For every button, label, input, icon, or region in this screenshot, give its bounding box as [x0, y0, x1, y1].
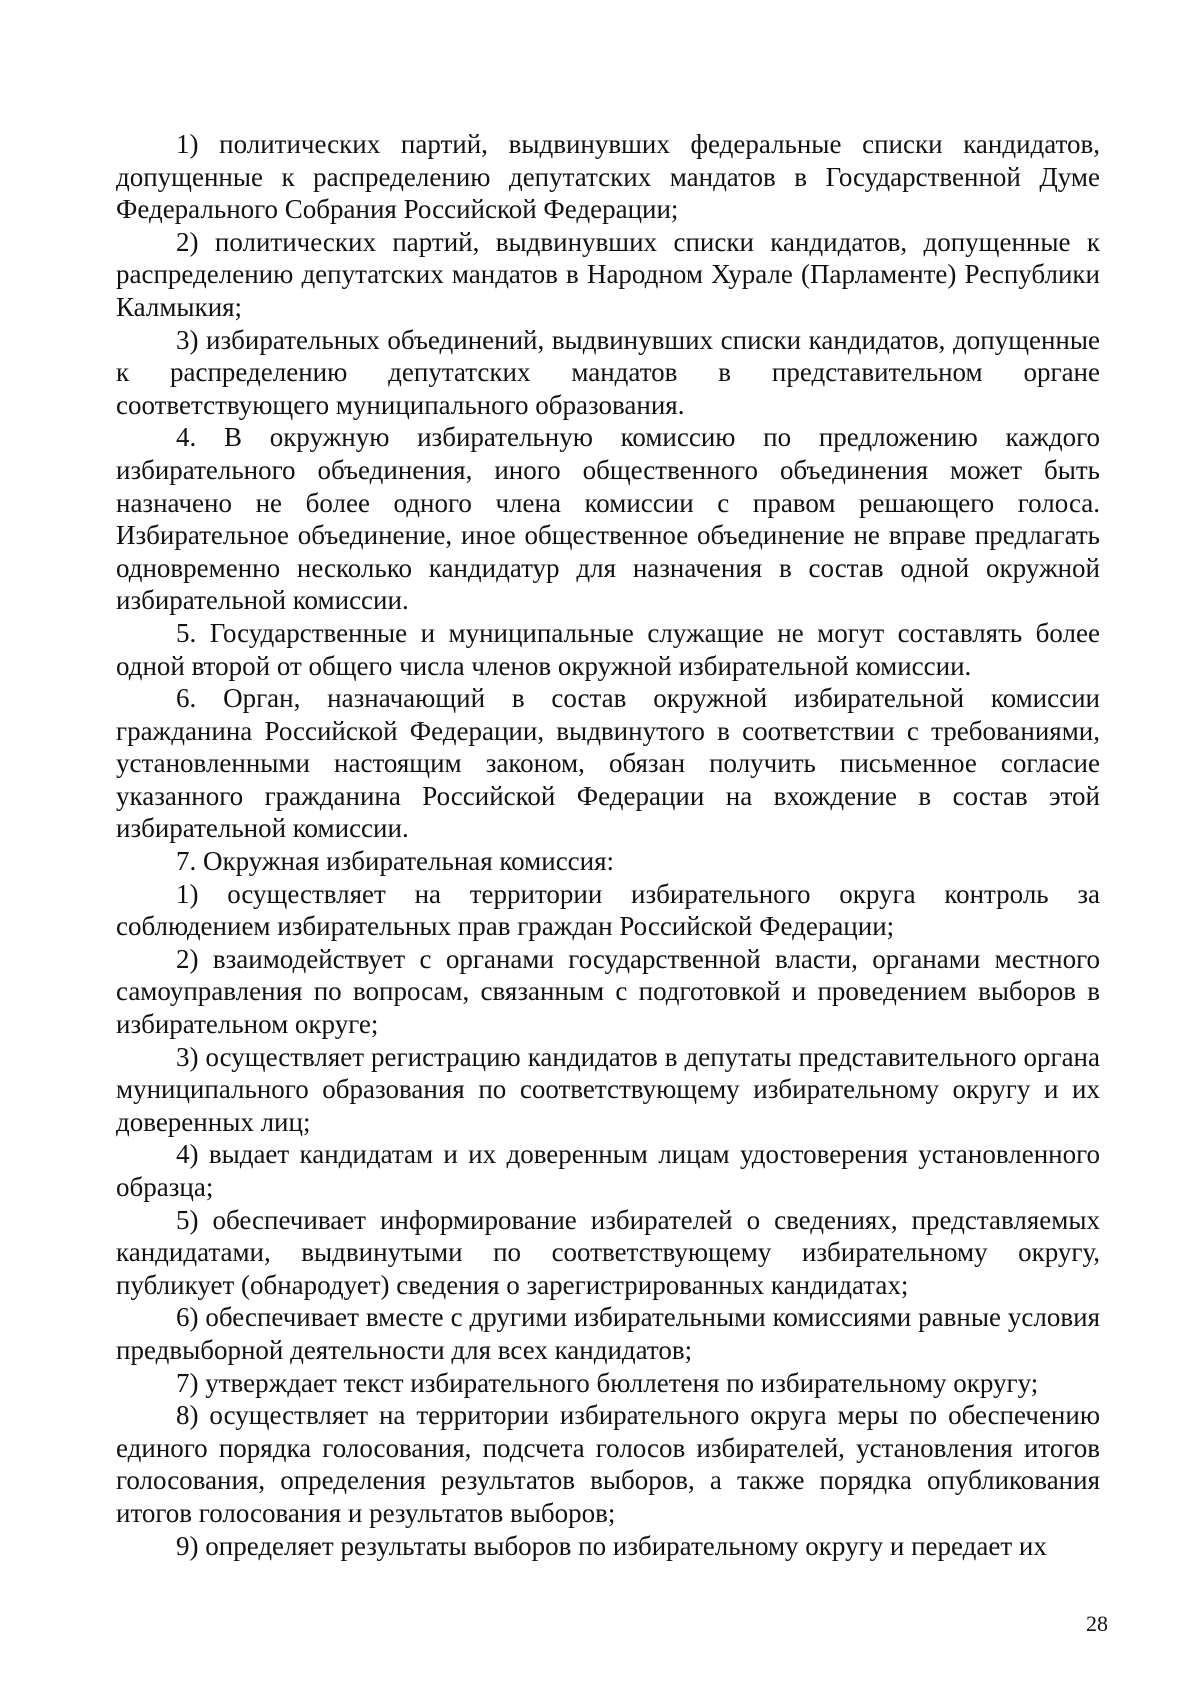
paragraph-8: 1) осуществляет на территории избирательного округа контроль за соблюдением избирательных прав граждан Российской Федерации;	[116, 878, 1100, 942]
paragraph-10: 3) осуществляет регистрацию кандидатов в депутаты представительного органа муниципального образования по соответствующему избирательному округу и их доверенных лиц;	[116, 1041, 1100, 1137]
paragraph-9: 2) взаимодействует с органами государственной власти, органами местного самоуправления по вопросам, связанным с подготовкой и проведением выборов в избирательном округе;	[116, 943, 1100, 1040]
document-body	[116, 128, 1100, 1562]
paragraph-5: 5. Государственные и муниципальные служащие не могут составлять более одной второй от общего числа членов окружной избирательной комиссии.	[116, 617, 1100, 681]
paragraph-15: 8) осуществляет на территории избирательного округа меры по обеспечению единого порядка голосования, подсчета голосов избирателей, установления итогов голосования, определения результатов выборов, а также порядка опубликования итогов голосования и результатов выборов;	[116, 1400, 1100, 1528]
page-number: 28	[1086, 1611, 1108, 1636]
paragraph-11: 4) выдает кандидатам и их доверенным лицам удостоверения установленного образца;	[116, 1139, 1100, 1202]
paragraph-3: 3) избирательных объединений, выдвинувших списки кандидатов, допущенные к распределению депутатских мандатов в представительном органе соответствующего муниципального образования.	[116, 324, 1100, 420]
paragraph-6: 6. Орган, назначающий в состав окружной избирательной комиссии гражданина Российской Федерации, выдвинутого в соответствии с требованиями, установленными настоящим законом, обязан получить письменное согласие указанного гражданина Российской Федерации на вхождение в состав этой избирательной комиссии.	[116, 683, 1100, 844]
paragraph-4: 4. В окружную избирательную комиссию по предложению каждого избирательного объединения, иного общественного объединения может быть назначено не более одного члена комиссии с правом решающего голоса. Избирательное объединение, иное общественное объединение не вправе предлагать одновременно несколько кандидатур для назначения в состав одной окружной избирательной комиссии.	[116, 422, 1100, 616]
paragraph-2: 2) политических партий, выдвинувших списки кандидатов, допущенные к распределению депутатских мандатов в Народном Хурале (Парламенте) Республики Калмыкия;	[116, 226, 1100, 322]
paragraph-12: 5) обеспечивает информирование избирателей о сведениях, представляемых кандидатами, выдвинутыми по соответствующему избирательному округу, публикует (обнародует) сведения о зарегистрированных кандидатах;	[116, 1204, 1100, 1300]
paragraph-16: 9) определяет результаты выборов по избирательному округу и передает их	[176, 1530, 1047, 1561]
paragraph-14: 7) утверждает текст избирательного бюллетеня по избирательному округу;	[176, 1367, 1039, 1398]
paragraph-13: 6) обеспечивает вместе с другими избирательными комиссиями равные условия предвыборной деятельности для всех кандидатов;	[116, 1302, 1100, 1365]
paragraph-1: 1) политических партий, выдвинувших федеральные списки кандидатов, допущенные к распределению депутатских мандатов в Государственной Думе Федерального Собрания Российской Федерации;	[116, 129, 1100, 225]
paragraph-7: 7. Окружная избирательная комиссия:	[176, 846, 615, 877]
